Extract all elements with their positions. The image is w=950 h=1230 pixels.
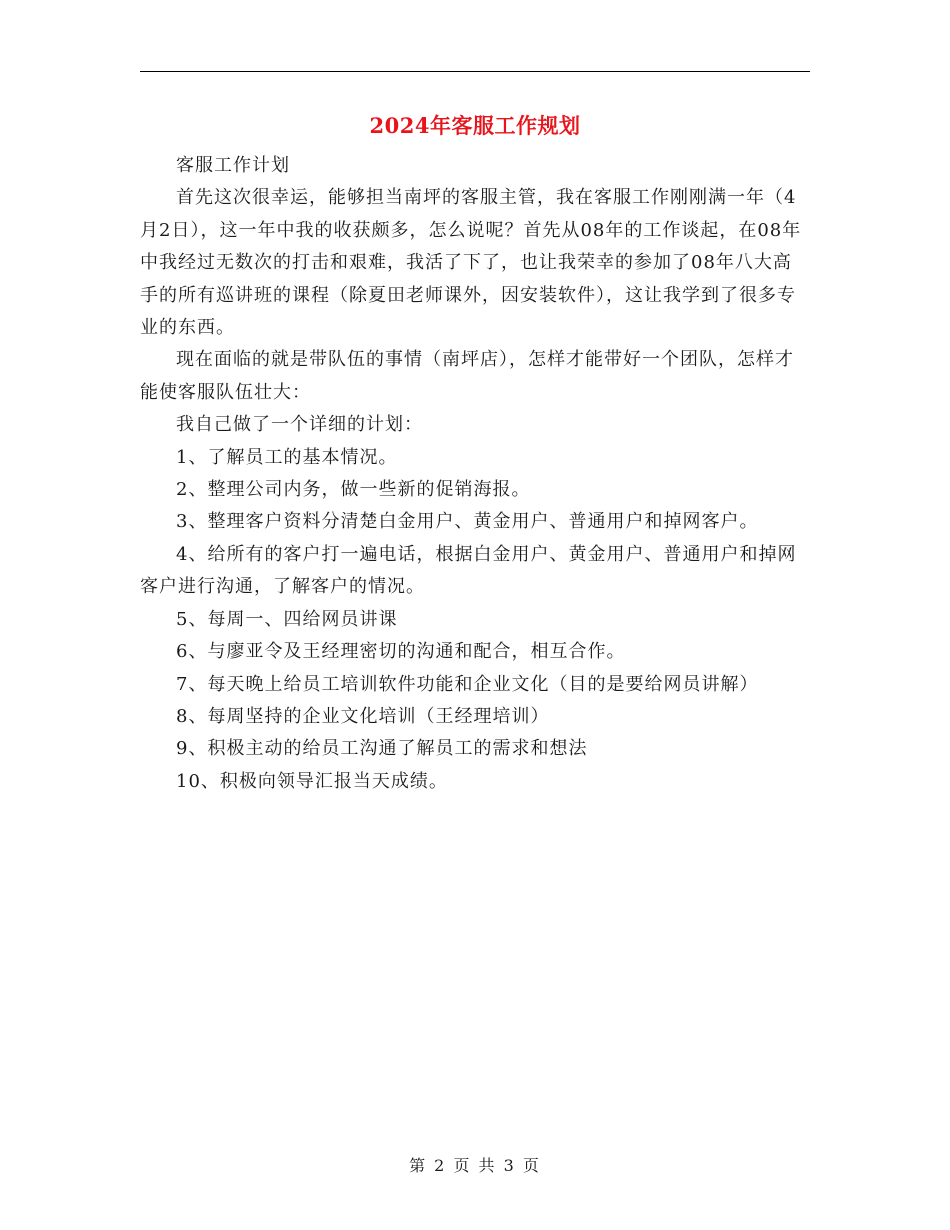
plan-item-3: 3、整理客户资料分清楚白金用户、黄金用户、普通用户和掉网客户。 (176, 511, 759, 533)
paragraph-intro: 首先这次很幸运，能够担当南坪的客服主管，我在客服工作刚刚满一年（4月2日），这一年中我的收获颇多，怎么说呢？首先从08年的工作谈起，在08年中我经过无数次的打击和艰难，我活了下了，也让我荣幸的参加了08年八大高手的所有巡讲班的课程（除夏田老师课外，因安装软件），这让我学到了很多专业的东西。 (140, 187, 802, 339)
plan-item-5: 5、每周一、四给网员讲课 (176, 608, 398, 630)
plan-item-4: 4、给所有的客户打一遍电话，根据白金用户、黄金用户、普通用户和掉网客户进行沟通，了解客户的情况。 (140, 543, 797, 598)
plan-item-7: 7、每天晚上给员工培训软件功能和企业文化（目的是要给网员讲解） (176, 673, 759, 695)
plan-item-2: 2、整理公司内务，做一些新的促销海报。 (176, 479, 531, 501)
plan-item-6: 6、与廖亚令及王经理密切的沟通和配合，相互合作。 (176, 641, 626, 663)
document-body (140, 150, 806, 798)
plan-item-8: 8、每周坚持的企业文化培训（王经理培训） (176, 705, 550, 727)
page-number-footer: 第 2 页 共 3 页 (409, 1156, 541, 1175)
plan-item-10: 10、积极向领导汇报当天成绩。 (176, 770, 448, 792)
paragraph-team: 现在面临的就是带队伍的事情（南坪店），怎样才能带好一个团队，怎样才能使客服队伍壮大： (140, 349, 794, 403)
paragraph-heading: 客服工作计划 (176, 155, 290, 176)
plan-item-9: 9、积极主动的给员工沟通了解员工的需求和想法 (176, 738, 588, 760)
plan-item-1: 1、了解员工的基本情况。 (176, 446, 398, 468)
header-rule (140, 71, 810, 72)
document-title: 2024年客服工作规划 (369, 113, 581, 138)
paragraph-plan-intro: 我自己做了一个详细的计划： (176, 414, 423, 436)
